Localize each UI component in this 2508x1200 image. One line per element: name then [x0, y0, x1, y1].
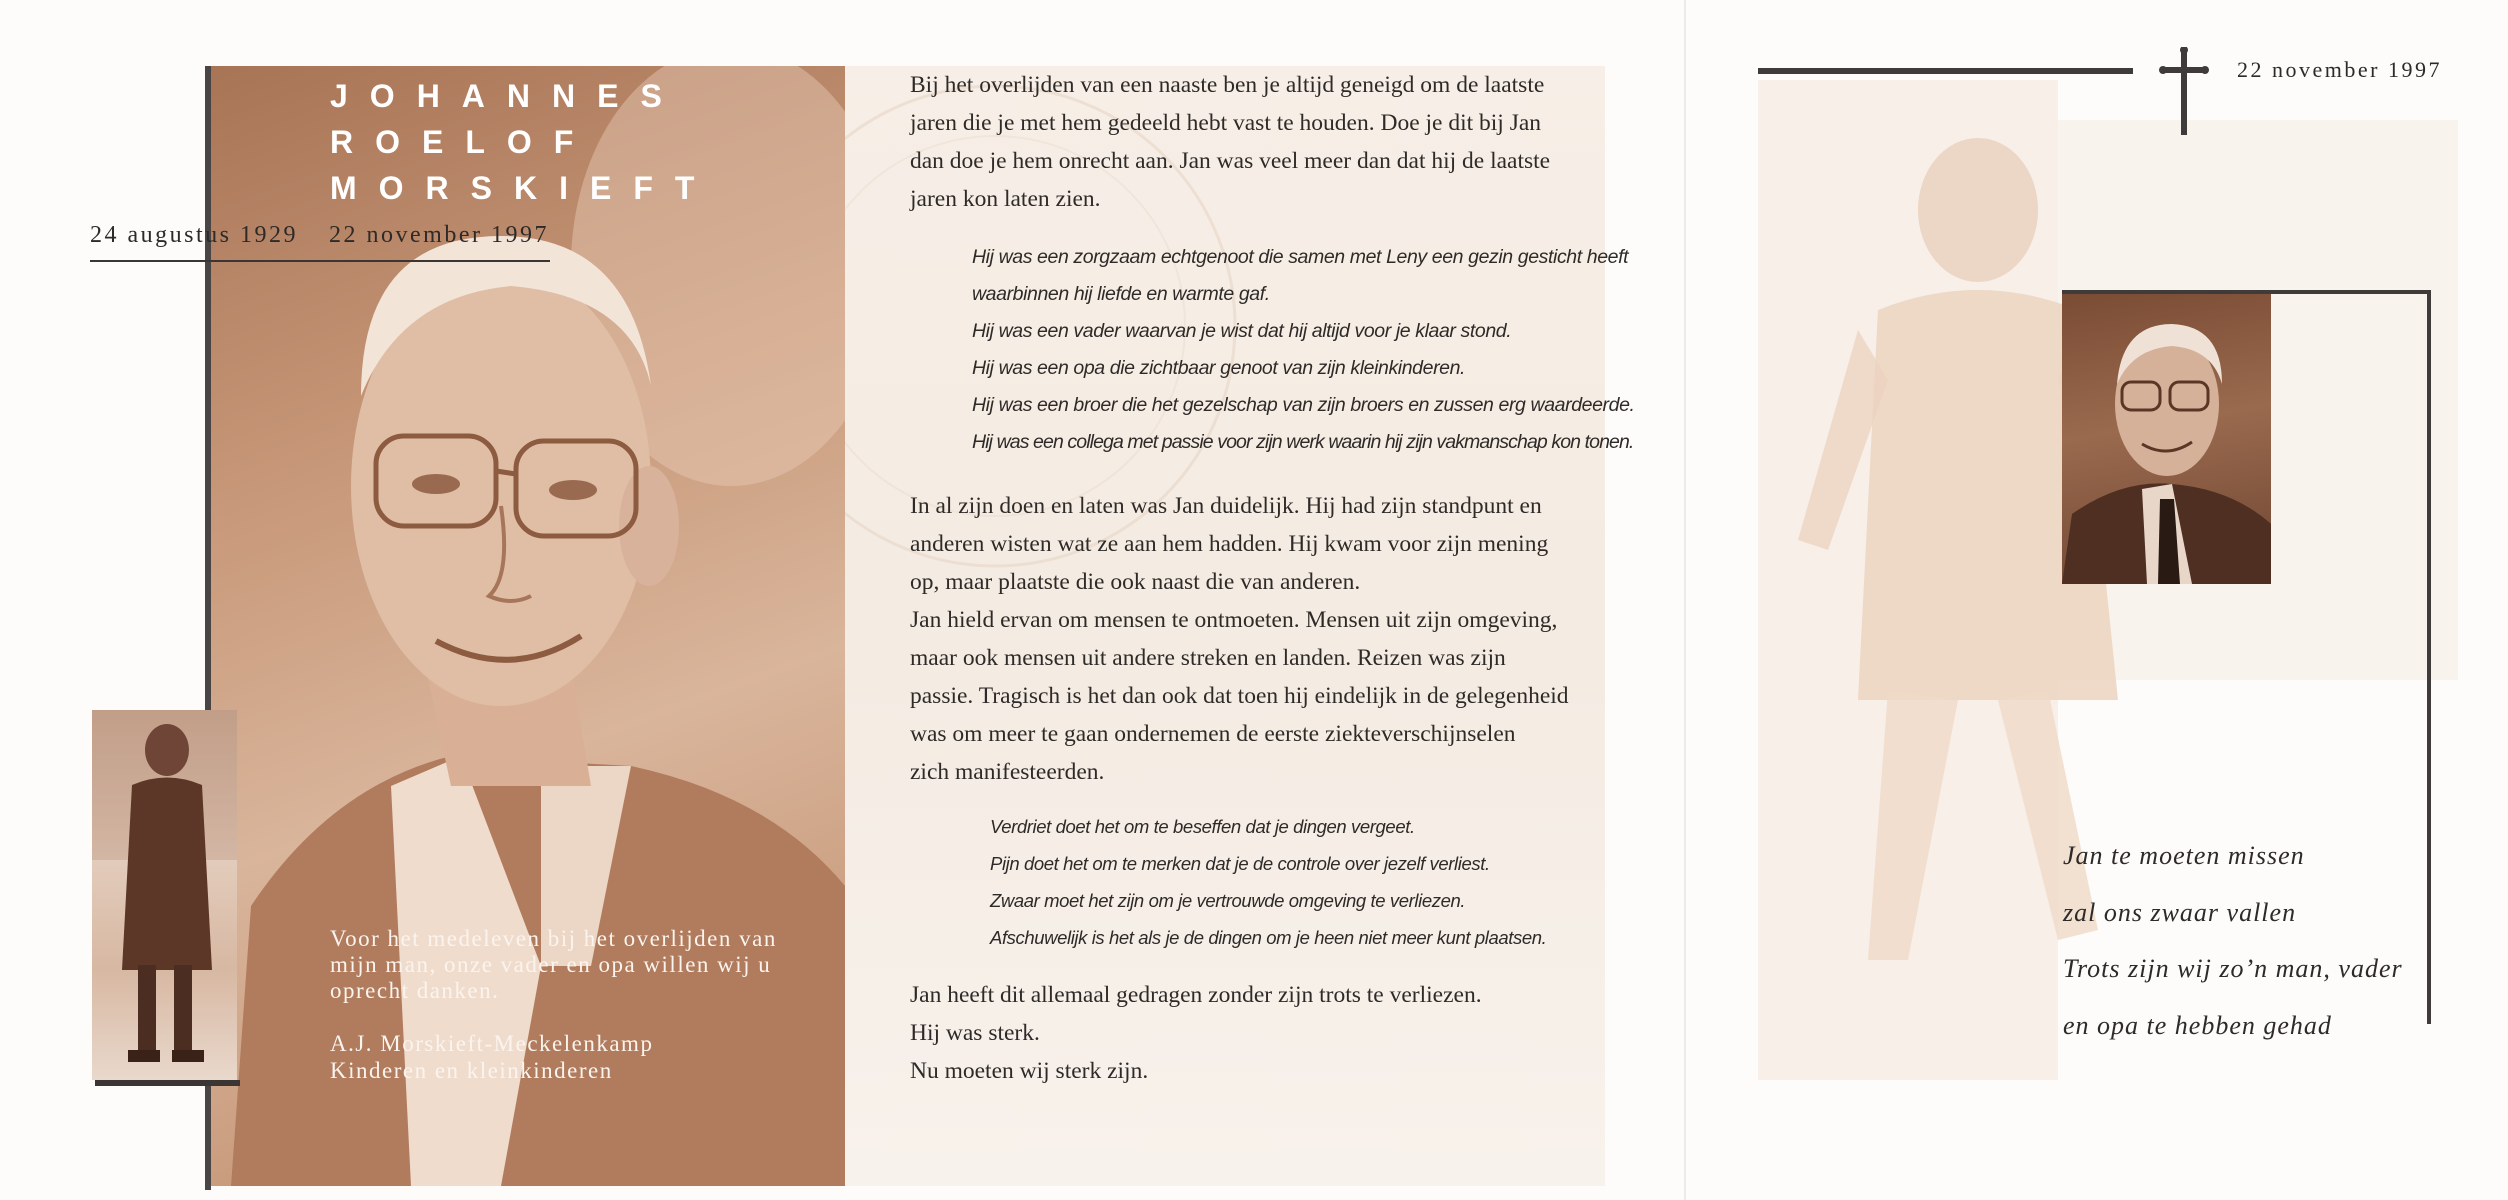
birth-date: 24 augustus 1929	[90, 222, 298, 248]
text-line: Hij was sterk.	[910, 1020, 1040, 1046]
name-line-last: MORSKIEFT	[330, 170, 717, 206]
poem-line: Zwaar moet het zijn om je vertrouwde omgeving te verliezen.	[990, 890, 1466, 911]
poem-line: Hij was een opa die zichtbaar genoot van zijn kleinkinderen.	[972, 357, 1466, 379]
text-line: maar ook mensen uit andere streken en landen. Reizen was zijn	[910, 645, 1506, 671]
poem-line: Afschuwelijk is het als je de dingen om je heen niet meer kunt plaatsen.	[990, 927, 1547, 948]
death-date: 22 november 1997	[329, 222, 549, 248]
text-line: was om meer te gaan ondernemen de eerste ziekteverschijnselen	[910, 721, 1516, 747]
paragraph-1	[910, 66, 1550, 218]
text-line: passie. Tragisch is het dan ook dat toen hij eindelijk in de gelegenheid	[910, 683, 1569, 709]
poem-line: Pijn doet het om te merken dat je de controle over jezelf verliest.	[990, 853, 1490, 874]
child-figure	[92, 710, 237, 1080]
poem-line: zal ons zwaar vallen	[2063, 897, 2297, 927]
signature-family: Kinderen en kleinkinderen	[330, 1058, 613, 1083]
text-line: zich manifesteerden.	[910, 759, 1105, 785]
small-portrait-illustration	[2062, 294, 2271, 584]
text-line: anderen wisten wat ze aan hem hadden. Hij kwam voor zijn mening	[910, 531, 1549, 557]
thanks-text: Voor het medeleven bij het overlijden van mijn man, onze vader en opa willen wij u oprecht danken.	[330, 926, 777, 1003]
poem-line: Trots zijn wij zo’n man, vader	[2063, 954, 2403, 983]
thanks-message	[330, 926, 810, 1018]
photo-frame-right	[2427, 292, 2431, 1024]
poem-line: Hij was een zorgzaam echtgenoot die samen met Leny een gezin gesticht heeft	[972, 246, 1629, 268]
header-rule	[1758, 68, 2133, 74]
name-line-first: JOHANNES	[330, 78, 684, 114]
text-line: Jan heeft dit allemaal gedragen zonder zijn trots te verliezen.	[910, 982, 1482, 1008]
back-date: 22 november 1997	[2237, 57, 2442, 82]
poem-line: en opa te hebben gehad	[2063, 1010, 2332, 1040]
poem-line: Hij was een collega met passie voor zijn werk waarin hij zijn vakmanschap kon tonen.	[972, 431, 1634, 453]
poem-2	[990, 808, 1546, 956]
paragraph-2	[910, 487, 1569, 791]
text-line: jaren die je met hem gedeeld hebt vast te houden. Doe je dit bij Jan	[910, 110, 1542, 136]
name-line-middle: ROELOF	[330, 124, 596, 160]
poem-line: Hij was een vader waarvan je wist dat hij altijd voor je klaar stond.	[972, 320, 1512, 342]
poem-line: Hij was een broer die het gezelschap van zijn broers en zussen erg waardeerde.	[972, 394, 1635, 416]
text-line: jaren kon laten zien.	[910, 186, 1101, 212]
text-line: Jan hield ervan om mensen te ontmoeten. Mensen uit zijn omgeving,	[910, 607, 1558, 633]
poem-line: Verdriet doet het om te beseffen dat je dingen vergeet.	[990, 816, 1415, 837]
child-photo-shadow	[95, 1080, 240, 1086]
small-portrait-photo	[2062, 294, 2271, 584]
paragraph-3	[910, 976, 1482, 1090]
signature-name: A.J. Morskieft-Meckelenkamp	[330, 1031, 654, 1056]
cross-icon	[2159, 47, 2209, 137]
poem-line: Jan te moeten missen	[2063, 841, 2305, 870]
text-line: In al zijn doen en laten was Jan duidelijk. Hij had zijn standpunt en	[910, 493, 1542, 519]
poem-line: waarbinnen hij liefde en warmte gaf.	[972, 283, 1270, 305]
signature	[330, 1030, 653, 1084]
poem-1	[972, 239, 1635, 461]
childhood-photo	[92, 710, 237, 1080]
text-line: op, maar plaatste die ook naast die van anderen.	[910, 569, 1361, 595]
text-line: Nu moeten wij sterk zijn.	[910, 1058, 1149, 1084]
text-line: Bij het overlijden van een naaste ben je altijd geneigd om de laatste	[910, 72, 1545, 98]
life-dates	[90, 222, 550, 249]
dates-underline	[90, 260, 550, 262]
text-line: dan doe je hem onrecht aan. Jan was veel meer dan dat hij de laatste	[910, 148, 1551, 174]
closing-poem	[2063, 828, 2403, 1054]
